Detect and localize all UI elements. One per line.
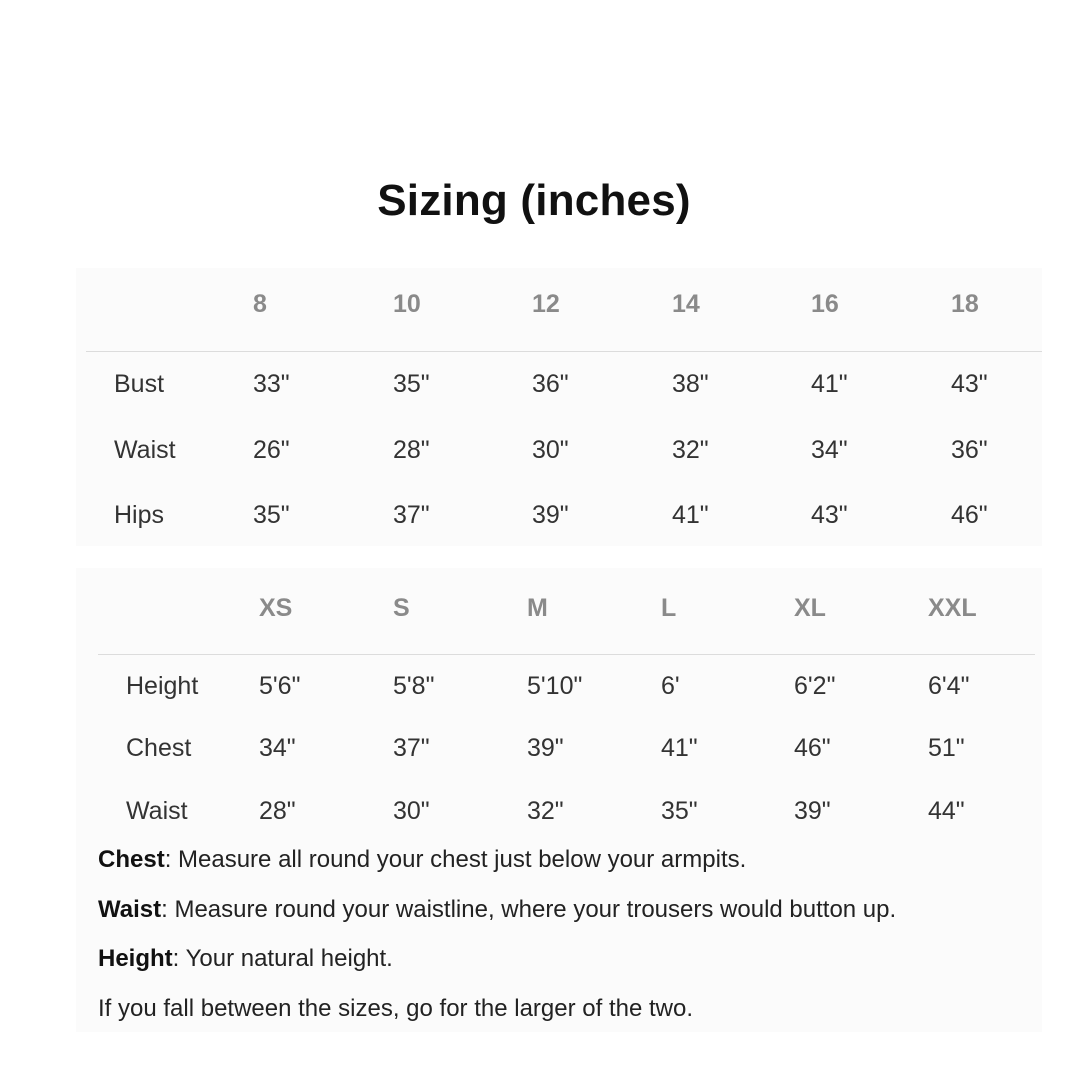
table-cell: 41" <box>811 370 848 398</box>
measurement-note-height <box>98 942 393 976</box>
table-cell: 46" <box>794 734 831 762</box>
header-cell-size: 14 <box>672 290 700 318</box>
table-header-row <box>76 284 1042 324</box>
row-label: Bust <box>114 370 165 398</box>
measurement-note-chest <box>98 843 746 877</box>
table-cell: 39" <box>532 501 569 529</box>
table-row <box>76 728 1042 768</box>
table-cell: 44" <box>928 797 965 825</box>
table-cell: 32" <box>527 797 564 825</box>
header-cell-size: 8 <box>253 290 267 318</box>
table-row <box>76 495 1042 535</box>
table-cell: 28" <box>393 436 430 464</box>
table-cell: 41" <box>661 734 698 762</box>
table-cell: 51" <box>928 734 965 762</box>
table-cell: 32" <box>672 436 709 464</box>
table-cell: 46" <box>951 501 988 529</box>
men-size-table <box>76 568 1042 1032</box>
table-cell: 35" <box>393 370 430 398</box>
note-term: Height <box>98 945 173 972</box>
table-cell: 36" <box>951 436 988 464</box>
header-cell-size: 12 <box>532 290 560 318</box>
row-label: Waist <box>126 797 188 825</box>
header-divider <box>98 654 1035 655</box>
table-cell: 30" <box>532 436 569 464</box>
header-cell-size: L <box>661 594 677 622</box>
table-cell: 43" <box>811 501 848 529</box>
note-term: Waist <box>98 896 162 923</box>
table-cell: 43" <box>951 370 988 398</box>
sizing-advice-note <box>98 992 693 1026</box>
table-row <box>76 666 1042 706</box>
row-label: Waist <box>114 436 176 464</box>
table-cell: 6'2" <box>794 672 836 700</box>
note-text: If you fall between the sizes, go for the larger of the two. <box>98 995 693 1022</box>
header-cell-size: M <box>527 594 548 622</box>
header-cell-size: S <box>393 594 410 622</box>
measurement-note-waist <box>98 893 896 927</box>
table-cell: 6' <box>661 672 680 700</box>
table-row <box>76 430 1042 470</box>
table-cell: 5'6" <box>259 672 301 700</box>
row-label: Height <box>126 672 199 700</box>
header-divider <box>86 351 1042 352</box>
table-row <box>76 791 1042 831</box>
table-cell: 34" <box>811 436 848 464</box>
table-cell: 28" <box>259 797 296 825</box>
table-cell: 30" <box>393 797 430 825</box>
row-label: Hips <box>114 501 165 529</box>
table-cell: 38" <box>672 370 709 398</box>
table-cell: 39" <box>527 734 564 762</box>
table-cell: 35" <box>661 797 698 825</box>
table-cell: 39" <box>794 797 831 825</box>
header-cell-size: XS <box>259 594 293 622</box>
table-row <box>76 364 1042 404</box>
table-cell: 37" <box>393 734 430 762</box>
page-title: Sizing (inches) <box>377 176 691 225</box>
table-cell: 36" <box>532 370 569 398</box>
women-size-table <box>76 268 1042 546</box>
header-cell-size: 16 <box>811 290 839 318</box>
table-cell: 34" <box>259 734 296 762</box>
table-cell: 35" <box>253 501 290 529</box>
note-text: : Measure round your waistline, where your trousers would button up. <box>161 896 897 923</box>
table-cell: 5'10" <box>527 672 583 700</box>
table-cell: 5'8" <box>393 672 435 700</box>
table-cell: 33" <box>253 370 290 398</box>
header-cell-size: XL <box>794 594 826 622</box>
row-label: Chest <box>126 734 192 762</box>
table-cell: 37" <box>393 501 430 529</box>
header-cell-size: 18 <box>951 290 979 318</box>
header-cell-size: XXL <box>928 594 977 622</box>
table-header-row <box>76 588 1042 628</box>
note-text: : Measure all round your chest just below your armpits. <box>164 846 747 873</box>
note-text: : Your natural height. <box>172 945 393 972</box>
note-term: Chest <box>98 846 165 873</box>
table-cell: 6'4" <box>928 672 970 700</box>
table-cell: 26" <box>253 436 290 464</box>
table-cell: 41" <box>672 501 709 529</box>
header-cell-size: 10 <box>393 290 421 318</box>
